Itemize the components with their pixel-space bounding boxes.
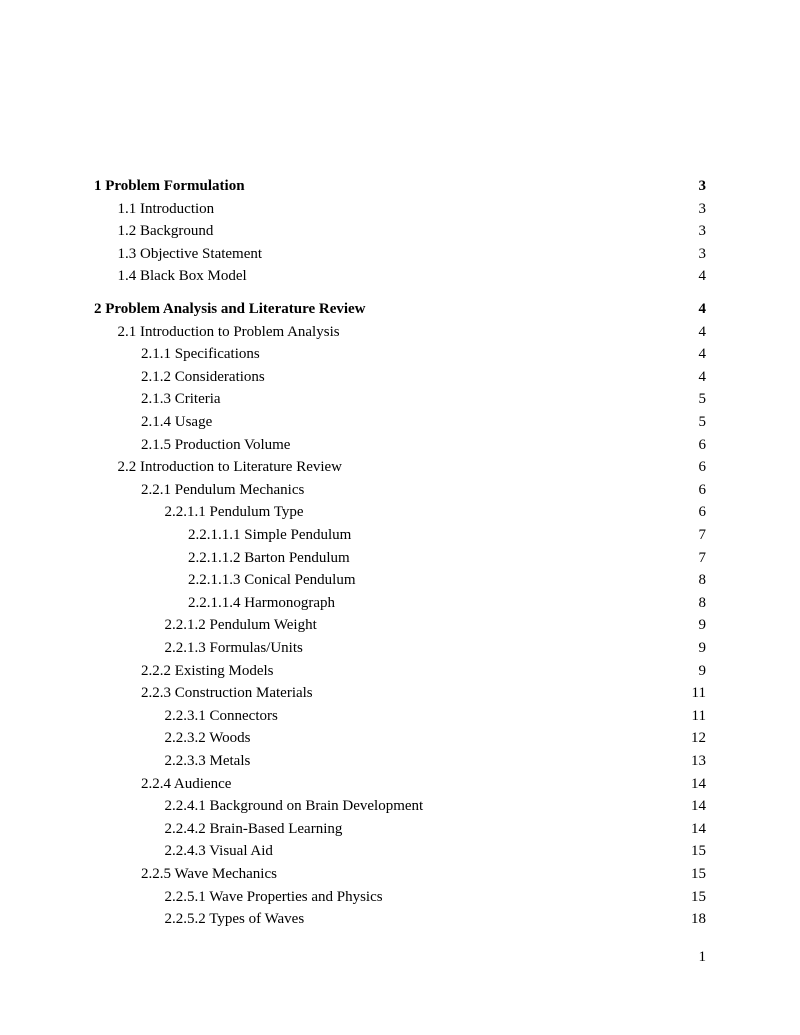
toc-entry-page: 15 xyxy=(691,843,706,860)
toc-entry-title: 2.1.1 Specifications xyxy=(141,346,260,363)
toc-entry[interactable] xyxy=(0,818,800,840)
toc-entry-title: 2.1.2 Considerations xyxy=(141,368,265,385)
toc-entry[interactable] xyxy=(0,479,800,501)
toc-entry[interactable] xyxy=(0,434,800,456)
toc-entry-title: 2.2.3.2 Woods xyxy=(164,730,251,747)
toc-entry-page: 15 xyxy=(691,888,706,905)
toc-entry-title: 2.2.5.2 Types of Waves xyxy=(164,911,305,928)
toc-entry[interactable] xyxy=(0,569,800,591)
toc-entry[interactable] xyxy=(0,840,800,862)
toc-entry[interactable] xyxy=(0,411,800,433)
toc-entry[interactable] xyxy=(0,886,800,908)
toc-entry-title: 2.2.3.3 Metals xyxy=(164,753,251,769)
toc-entry-title: 2.2.4 Audience xyxy=(141,775,232,792)
toc-entry-page: 6 xyxy=(698,504,706,521)
toc-entry-page: 9 xyxy=(698,662,706,679)
toc-entry-title: 2.2.5.1 Wave Properties and Physics xyxy=(164,888,383,905)
toc-entry-title: 2.1 Introduction to Problem Analysis xyxy=(117,323,340,340)
toc-entry-title: 1.4 Black Box Model xyxy=(117,268,247,285)
toc-entry-title: 2.2.1.1.1 Simple Pendulum xyxy=(188,527,352,543)
toc-entry[interactable] xyxy=(0,388,800,410)
toc-entry-page: 14 xyxy=(691,820,706,837)
toc-entry-title: 1.2 Background xyxy=(117,223,214,240)
toc-entry-title: 2 Problem Analysis and Literature Review xyxy=(94,301,366,317)
toc-entry-page: 7 xyxy=(698,527,706,543)
toc-entry-page: 14 xyxy=(691,798,706,815)
toc-entry[interactable] xyxy=(0,265,800,287)
toc-entry-page: 18 xyxy=(691,911,706,928)
toc-entry-title: 2.1.4 Usage xyxy=(141,414,213,430)
toc-entry[interactable] xyxy=(0,660,800,682)
toc-entry-page: 4 xyxy=(698,323,706,340)
toc-entry-page: 3 xyxy=(698,245,706,262)
toc-entry-page: 5 xyxy=(698,391,706,408)
toc-entry[interactable] xyxy=(0,456,800,478)
toc-entry-page: 13 xyxy=(691,753,706,769)
toc-entry-page: 6 xyxy=(698,481,706,498)
toc-entry-title: 2.2.5 Wave Mechanics xyxy=(141,866,277,882)
toc-entry[interactable] xyxy=(0,773,800,795)
toc-entry-title: 2.2.1.1.3 Conical Pendulum xyxy=(188,572,356,589)
toc-entry-page: 3 xyxy=(698,200,706,217)
toc-entry-page: 4 xyxy=(698,368,706,385)
toc-entry-page: 14 xyxy=(691,775,706,792)
toc-entry-page: 4 xyxy=(698,268,706,285)
toc-entry[interactable] xyxy=(0,343,800,365)
toc-entry[interactable] xyxy=(0,547,800,569)
toc-entry-title: 2.2.2 Existing Models xyxy=(141,662,274,679)
toc-entry-page: 8 xyxy=(698,572,706,589)
toc-entry-page: 3 xyxy=(698,178,706,194)
toc-entry-title: 2.2.1.1 Pendulum Type xyxy=(164,504,304,521)
toc-entry-title: 2.2 Introduction to Literature Review xyxy=(117,459,343,476)
toc-entry-page: 6 xyxy=(698,436,706,453)
toc-entry-page: 8 xyxy=(698,594,706,611)
toc-entry[interactable] xyxy=(0,908,800,930)
toc-entry-title: 2.1.3 Criteria xyxy=(141,391,221,408)
toc-entry-page: 15 xyxy=(691,866,706,882)
toc-entry-title: 2.2.1.1.4 Harmonograph xyxy=(188,594,336,611)
toc-entry-page: 6 xyxy=(698,459,706,476)
toc-entry-title: 2.2.1.1.2 Barton Pendulum xyxy=(188,549,350,566)
toc-entry-page: 4 xyxy=(698,346,706,363)
toc-entry-title: 2.2.4.3 Visual Aid xyxy=(164,843,273,860)
toc-entry[interactable] xyxy=(0,220,800,242)
toc-entry[interactable] xyxy=(0,863,800,885)
toc-entry[interactable] xyxy=(0,243,800,265)
toc-entry-title: 2.2.1 Pendulum Mechanics xyxy=(141,481,305,498)
page-number: 1 xyxy=(698,949,706,965)
toc-entry-title: 2.2.1.3 Formulas/Units xyxy=(164,640,303,656)
toc-entry[interactable] xyxy=(0,727,800,749)
toc-entry-page: 5 xyxy=(698,414,706,430)
toc-entry[interactable] xyxy=(0,592,800,614)
toc-section-heading[interactable] xyxy=(0,175,800,197)
toc-entry-page: 9 xyxy=(698,617,706,634)
toc-entry-title: 2.2.4.2 Brain-Based Learning xyxy=(164,820,343,837)
toc-entry-page: 4 xyxy=(698,301,706,317)
toc-entry-title: 2.2.1.2 Pendulum Weight xyxy=(164,617,317,634)
toc-entry-page: 9 xyxy=(698,640,706,656)
toc-entry[interactable] xyxy=(0,705,800,727)
toc-entry-title: 1.3 Objective Statement xyxy=(117,245,263,262)
toc-section-heading[interactable] xyxy=(0,298,800,320)
toc-entry[interactable] xyxy=(0,750,800,772)
toc-entry[interactable] xyxy=(0,524,800,546)
toc-entry-page: 11 xyxy=(691,685,706,702)
toc-entry-title: 2.2.3 Construction Materials xyxy=(141,685,313,702)
toc-entry-title: 2.1.5 Production Volume xyxy=(141,436,291,453)
toc-entry[interactable] xyxy=(0,614,800,636)
toc-entry[interactable] xyxy=(0,637,800,659)
toc-entry[interactable] xyxy=(0,198,800,220)
toc-entry[interactable] xyxy=(0,366,800,388)
toc-entry[interactable] xyxy=(0,321,800,343)
toc-entry-title: 1.1 Introduction xyxy=(117,200,215,217)
toc-entry[interactable] xyxy=(0,682,800,704)
toc-entry[interactable] xyxy=(0,795,800,817)
toc-entry[interactable] xyxy=(0,501,800,523)
toc-entry-page: 7 xyxy=(698,549,706,566)
toc-entry-page: 3 xyxy=(698,223,706,240)
toc-entry-title: 1 Problem Formulation xyxy=(94,178,245,194)
toc-entry-title: 2.2.4.1 Background on Brain Development xyxy=(164,798,424,815)
toc-entry-title: 2.2.3.1 Connectors xyxy=(164,707,278,724)
toc-entry-page: 12 xyxy=(691,730,706,747)
toc-entry-page: 11 xyxy=(691,707,706,724)
